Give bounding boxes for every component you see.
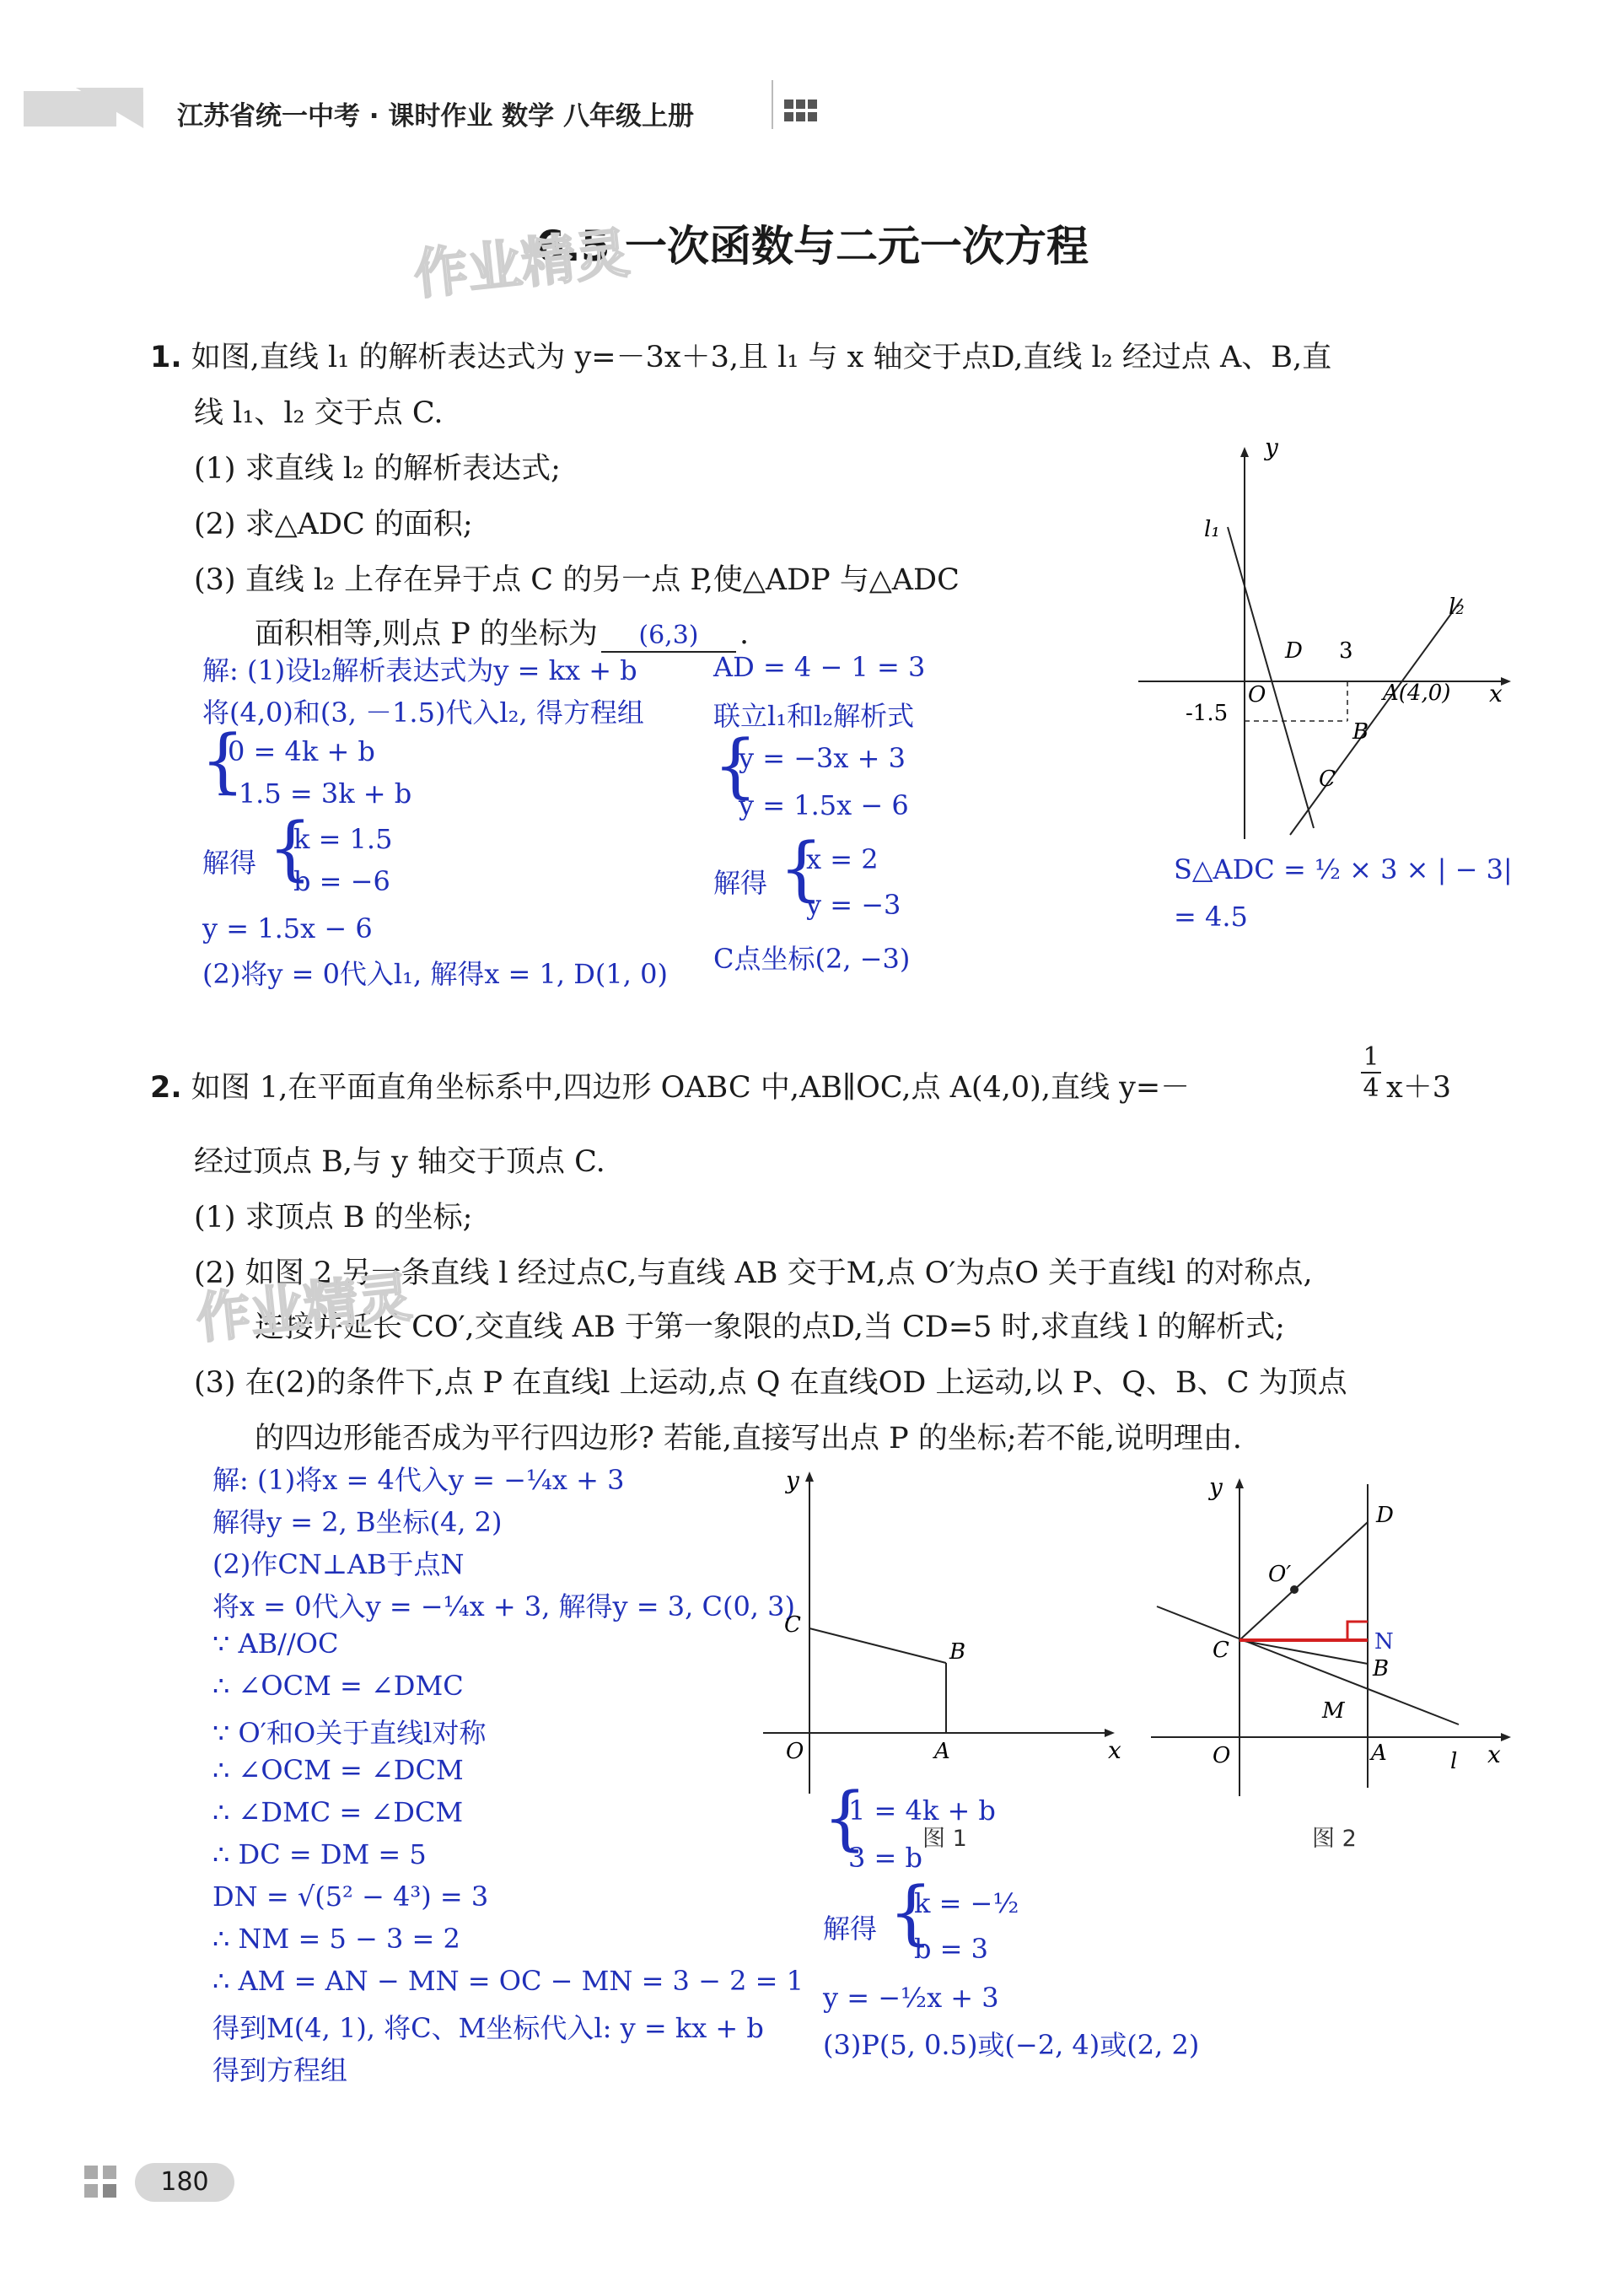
- fig1-y: y: [786, 1466, 799, 1494]
- header-separator: [772, 80, 773, 129]
- q1-ad: AD = 4 − 1 = 3: [713, 651, 926, 683]
- fig2-oprime-dot: [1290, 1585, 1299, 1594]
- q1-x: x = 2: [806, 843, 879, 875]
- watermark-2: 作业精灵: [193, 1266, 415, 1352]
- q2-stem-text1: 如图 1,在平面直角坐标系中,四边形 OABC 中,AB∥OC,点 A(4,0),直线 y=－: [191, 1071, 1191, 1105]
- q1-fig-C: C: [1319, 767, 1336, 792]
- fig2-cb: [1240, 1640, 1368, 1664]
- q2-brace1: {: [823, 1778, 868, 1859]
- q2-part3-line1: (3) 在(2)的条件下,点 P 在直线l 上运动,点 Q 在直线OD 上运动,以 P、Q、B、C 为顶点: [194, 1366, 1347, 1400]
- q2-r3k: k = −½: [914, 1887, 1019, 1919]
- fig1-O: O: [786, 1739, 804, 1764]
- q2-part2-line2: 连接并延长 CO′,交直线 AB 于第一象限的点D,当 CD=5 时,求直线 l 的解析式;: [255, 1310, 1285, 1344]
- q1-part2-sol: (2)将y = 0代入l₁, 解得x = 1, D(1, 0): [202, 958, 668, 990]
- fig2-x-arrow-icon: [1501, 1733, 1511, 1741]
- q2-sol-6: ∴ ∠OCM = ∠DMC: [212, 1670, 464, 1702]
- q1-sys2b: y = 1.5x − 6: [739, 789, 909, 821]
- q1-fig-A: A(4,0): [1383, 681, 1451, 706]
- q2-frac-num: 1: [1363, 1042, 1379, 1072]
- q2-r2: 3 = b: [848, 1842, 922, 1874]
- watermark: 作业精灵: [411, 222, 632, 308]
- fig1-x: x: [1108, 1736, 1121, 1764]
- fig2-x: x: [1487, 1741, 1501, 1768]
- q2-frac: [1361, 1042, 1381, 1103]
- q1-joint: 联立l₁和l₂解析式: [713, 700, 915, 732]
- q1-part3-line1: (3) 直线 l₂ 上存在异于点 C 的另一点 P,使△ADP 与△ADC: [194, 563, 960, 597]
- q1-part3-line2: [255, 611, 749, 653]
- fig2-B: B: [1373, 1656, 1390, 1681]
- fig1-C: C: [784, 1612, 801, 1638]
- q2-sol-13: ∴ AM = AN − MN = OC − MN = 3 − 2 = 1: [212, 1965, 804, 1997]
- fig2-C: C: [1213, 1638, 1229, 1663]
- q1-fig-3: 3: [1339, 638, 1353, 664]
- fig2-N: N: [1374, 1629, 1394, 1655]
- q1-x-arrow-icon: [1501, 677, 1511, 686]
- q1-fig-B: B: [1352, 719, 1369, 745]
- q1-fig-l2: l₂: [1449, 595, 1465, 620]
- q1-solve-label: 解得: [202, 847, 257, 879]
- q1-part1: (1) 求直线 l₂ 的解析表达式;: [194, 452, 561, 486]
- q1-answer-blank: (6,3): [638, 621, 699, 650]
- q1-sol-line2: 将(4,0)和(3, －1.5)代入l₂, 得方程组: [202, 697, 644, 729]
- q2-r3-label: 解得: [823, 1913, 878, 1945]
- q2-sol-4: 将x = 0代入y = −¼x + 3, 解得y = 3, C(0, 3): [212, 1590, 795, 1622]
- fig1-A: A: [934, 1739, 950, 1764]
- q1-number: 1.: [150, 341, 182, 374]
- q1-y-arrow-icon: [1240, 447, 1249, 457]
- fig2-l: l: [1450, 1749, 1458, 1774]
- q1-brace3: {: [713, 726, 758, 806]
- q1-fig-l1: l₁: [1204, 517, 1220, 542]
- q1-fig-neg15: -1.5: [1186, 701, 1229, 726]
- q2-sol-5: ∵ AB//OC: [212, 1628, 339, 1660]
- q1-fig-y: y: [1265, 439, 1278, 461]
- page-number: 180: [135, 2163, 234, 2202]
- q1-sys1a: 0 = 4k + b: [228, 735, 375, 767]
- fig2-D: D: [1376, 1503, 1394, 1528]
- q1-fig-D: D: [1285, 638, 1303, 664]
- fig2-A: A: [1371, 1741, 1387, 1766]
- q1-sys1b: −1.5 = 3k + b: [216, 777, 412, 810]
- q2-sol-12: ∴ NM = 5 − 3 = 2: [212, 1923, 460, 1955]
- q2-stem-line1: [150, 1064, 1190, 1106]
- fig1-y-arrow-icon: [805, 1472, 814, 1482]
- q2-figure2: [1147, 1472, 1518, 1809]
- q2-sol-7: ∵ O′和O关于直线l对称: [212, 1717, 487, 1749]
- q1-stem-line1: [150, 334, 1331, 376]
- section-title: 6.5 一次函数与二元一次方程: [535, 222, 1089, 271]
- q2-figure1: [759, 1463, 1138, 1800]
- q1-part2: (2) 求△ADC 的面积;: [194, 508, 473, 541]
- q1-b: b = −6: [293, 865, 390, 897]
- q1-brace4: {: [779, 829, 824, 909]
- q2-stem-line1-end: x＋3: [1386, 1071, 1452, 1105]
- q1-fig-O: O: [1248, 682, 1266, 708]
- q2-part3-line2: 的四边形能否成为平行四边形? 若能,直接写出点 P 的坐标;若不能,说明理由.: [255, 1422, 1242, 1455]
- fig2-line-l: [1157, 1606, 1459, 1724]
- q1-y: y = −3: [806, 889, 901, 921]
- q1-part3-text: 面积相等,则点 P 的坐标为: [255, 617, 598, 651]
- fig2-y: y: [1209, 1473, 1223, 1501]
- q2-sol-14: 得到M(4, 1), 将C、M坐标代入l: y = kx + b: [212, 2012, 764, 2044]
- q1-line-l1: [1228, 527, 1314, 828]
- fig2-O: O: [1213, 1743, 1231, 1768]
- q1-k: k = 1.5: [293, 823, 393, 855]
- q1-stem-text1: 如图,直线 l₁ 的解析表达式为 y=－3x＋3,且 l₁ 与 x 轴交于点D,直线 l₂ 经过点 A、B,直: [191, 341, 1332, 374]
- q2-r4: y = −½x + 3: [823, 1982, 999, 2014]
- q1-stem-line2: 线 l₁、l₂ 交于点 C.: [194, 396, 444, 430]
- fig2-M: M: [1322, 1698, 1345, 1724]
- q2-number: 2.: [150, 1071, 182, 1105]
- q1-part3-period: .: [739, 617, 750, 651]
- fig1-caption-label: 图 1: [922, 1826, 967, 1852]
- q2-sol-8: ∴ ∠OCM = ∠DCM: [212, 1754, 464, 1786]
- q1-area2: = 4.5: [1174, 901, 1248, 933]
- q2-part1: (1) 求顶点 B 的坐标;: [194, 1201, 473, 1235]
- q1-solve-label2: 解得: [713, 867, 768, 899]
- fig2-caption: 图 2: [1312, 1826, 1357, 1852]
- q2-brace2: {: [889, 1873, 933, 1953]
- q1-eq: y = 1.5x − 6: [202, 912, 373, 944]
- fig1-B: B: [949, 1639, 966, 1665]
- q1-figure: [1130, 439, 1518, 843]
- q1-line-l2: [1290, 599, 1462, 835]
- q1-sys2a: y = −3x + 3: [739, 742, 906, 774]
- q2-frac-den: 4: [1361, 1072, 1381, 1103]
- q1-area1: S△ADC = ½ × 3 × | − 3|: [1174, 853, 1513, 885]
- fig1-cb: [809, 1628, 946, 1663]
- q1-brace2: {: [268, 809, 313, 889]
- q2-r3b: b = 3: [914, 1933, 988, 1965]
- q1-fig-x: x: [1489, 680, 1503, 708]
- q1-c-coord: C点坐标(2, −3): [713, 943, 911, 975]
- q2-stem-line2: 经过顶点 B,与 y 轴交于顶点 C.: [194, 1145, 605, 1179]
- fig2-Oprime: O′: [1268, 1562, 1292, 1587]
- q2-sol-9: ∴ ∠DMC = ∠DCM: [212, 1796, 464, 1828]
- q2-part2-line1: (2) 如图 2,另一条直线 l 经过点C,与直线 AB 交于M,点 O′为点O 关于直线l 的对称点,: [194, 1256, 1313, 1290]
- q2-sol-11: DN = √(5² − 4³) = 3: [212, 1881, 489, 1913]
- q2-r1: 1 = 4k + b: [848, 1794, 996, 1827]
- q1-brace1: {: [201, 721, 245, 801]
- q2-r5: (3)P(5, 0.5)或(−2, 4)或(2, 2): [823, 2029, 1200, 2061]
- q2-sol-3: (2)作CN⊥AB于点N: [212, 1548, 465, 1580]
- header-title: 江苏省统一中考 · 课时作业 数学 八年级上册: [177, 101, 694, 132]
- q2-sol-10: ∴ DC = DM = 5: [212, 1838, 427, 1870]
- q2-sol-15: 得到方程组: [212, 2054, 348, 2086]
- fig2-y-arrow-icon: [1235, 1478, 1244, 1488]
- q2-sol-2: 解得y = 2, B坐标(4, 2): [212, 1506, 503, 1538]
- q2-sol-1: 解: (1)将x = 4代入y = −¼x + 3: [212, 1464, 625, 1496]
- q1-sol-line1: 解: (1)设l₂解析表达式为y = kx + b: [202, 654, 637, 686]
- fig2-right-angle-icon: [1347, 1622, 1368, 1640]
